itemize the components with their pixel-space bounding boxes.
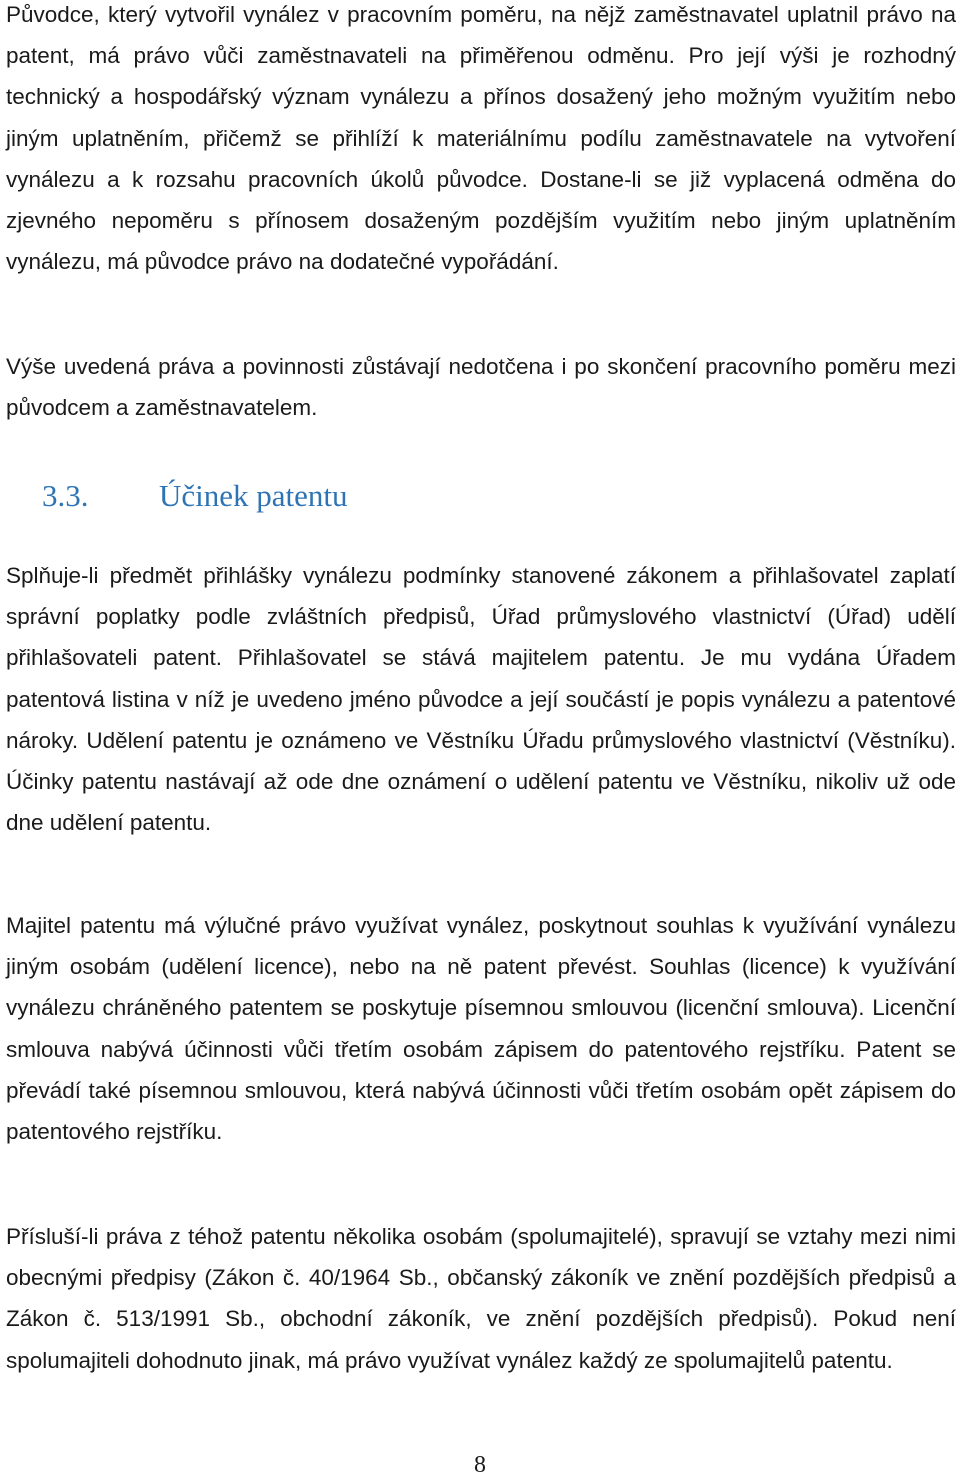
- paragraph-patent-grant: Splňuje-li předmět přihlášky vynálezu podmínky stanovené zákonem a přihlašovatel zaplatí správní poplatky podle zvláštních předpisů, Úřad průmyslového vlastnictví (Úřad) udělí přihlašovateli patent. Přihlašovatel se stává majitelem patentu. Je mu vydána Úřadem patentová listina v níž je uvedeno jméno původce a její součástí je popis vynálezu a patentové nároky. Udělení patentu je oznámeno ve Věstníku Úřadu průmyslového vlastnictví (Věstníku). Účinky patentu nastávají až ode dne oznámení o udělení patentu ve Věstníku, nikoliv už ode dne udělení patentu.: [6, 563, 956, 836]
- section-number: 3.3.: [42, 478, 89, 513]
- paragraph-owner-rights: Majitel patentu má výlučné právo využívat vynález, poskytnout souhlas k využívání vynálezu jiným osobám (udělení licence), nebo na ně patent převést. Souhlas (licence) k využívání vynálezu chráněného patentem se poskytuje písemnou smlouvou (licenční smlouva). Licenční smlouva nabývá účinnosti vůči třetím osobám zápisem do patentového rejstříku. Patent se převádí také písemnou smlouvou, která nabývá účinnosti vůči třetím osobám opět zápisem do patentového rejstříku.: [6, 913, 956, 1145]
- paragraph-rights-after-employment: Výše uvedená práva a povinnosti zůstávají nedotčena i po skončení pracovního poměru mezi původcem a zaměstnavatelem.: [6, 354, 956, 421]
- section-title: Účinek patentu: [159, 478, 348, 513]
- section-heading: [42, 478, 348, 514]
- paragraph-co-owners: Přísluší-li práva z téhož patentu několika osobám (spolumajitelé), spravují se vztahy mezi nimi obecnými předpisy (Zákon č. 40/1964 Sb., občanský zákoník ve znění pozdějších předpisů a Zákon č. 513/1991 Sb., obchodní zákoník, ve znění pozdějších předpisů). Pokud není spolumajiteli dohodnuto jinak, má právo využívat vynález každý ze spolumajitelů patentu.: [6, 1224, 956, 1373]
- paragraph-inventor-remuneration: Původce, který vytvořil vynález v pracovním poměru, na nějž zaměstnavatel uplatnil právo na patent, má právo vůči zaměstnavateli na přiměřenou odměnu. Pro její výši je rozhodný technický a hospodářský význam vynálezu a přínos dosažený jeho možným využitím nebo jiným uplatněním, přičemž se přihlíží k materiálnímu podílu zaměstnavatele na vytvoření vynálezu a k rozsahu pracovních úkolů původce. Dostane-li se již vyplacená odměna do zjevného nepoměru s přínosem dosaženým pozdějším využitím nebo jiným uplatněním vynálezu, má původce právo na dodatečné vypořádání.: [6, 2, 956, 275]
- page-number: 8: [474, 1452, 486, 1478]
